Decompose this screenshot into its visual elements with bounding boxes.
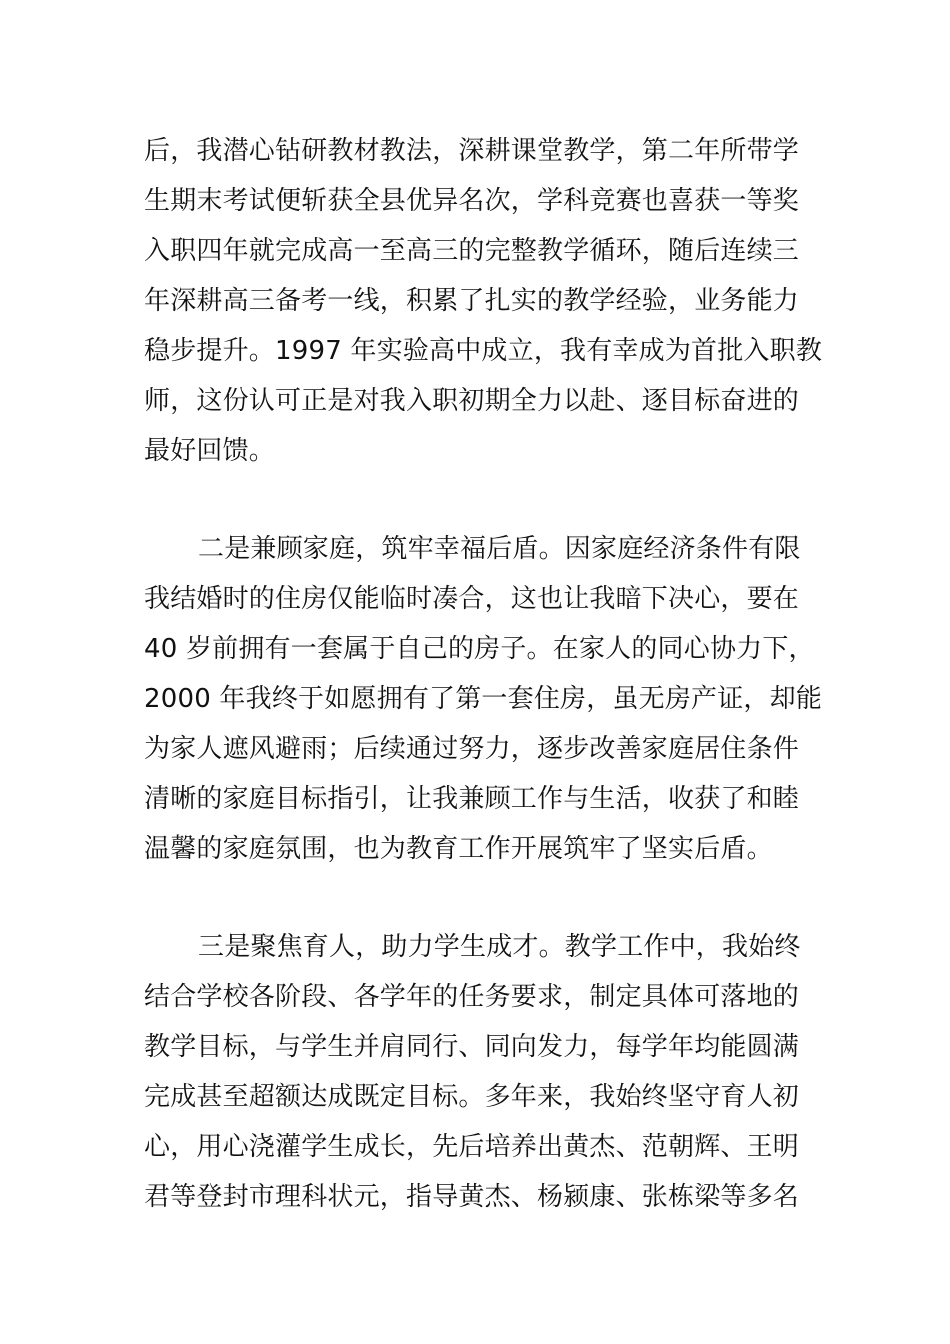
paragraph-2-line-1: 二是兼顾家庭，筑牢幸福后盾。因家庭经济条件有限 <box>198 534 801 564</box>
paragraph-3-line-1: 三是聚焦育人，助力学生成才。教学工作中，我始终 <box>198 932 801 962</box>
paragraph-2-line-5: 为家人遮风避雨；后续通过努力，逐步改善家庭居住条件 <box>144 734 800 764</box>
paragraph-2-line-3: 40 岁前拥有一套属于自己的房子。在家人的同心协力下， <box>144 634 815 664</box>
paragraph-3-line-4: 完成甚至超额达成既定目标。多年来，我始终坚守育人初 <box>144 1082 800 1112</box>
paragraph-1-line-6: 师，这份认可正是对我入职初期全力以赴、逐目标奋进的 <box>144 386 800 416</box>
paragraph-1-line-5: 稳步提升。1997 年实验高中成立，我有幸成为首批入职教 <box>144 336 823 366</box>
paragraph-3-line-5: 心，用心浇灌学生成长，先后培养出黄杰、范朝辉、王明 <box>144 1132 800 1162</box>
paragraph-3-line-6: 君等登封市理科状元，指导黄杰、杨颍康、张栋梁等多名 <box>144 1182 800 1212</box>
paragraph-2-line-2: 我结婚时的住房仅能临时凑合，这也让我暗下决心，要在 <box>144 584 800 614</box>
paragraph-3-line-2: 结合学校各阶段、各学年的任务要求，制定具体可落地的 <box>144 982 800 1012</box>
paragraph-3-line-3: 教学目标，与学生并肩同行、同向发力，每学年均能圆满 <box>144 1032 800 1062</box>
paragraph-2-line-4: 2000 年我终于如愿拥有了第一套住房，虽无房产证，却能 <box>144 684 823 714</box>
paragraph-2-line-7: 温馨的家庭氛围，也为教育工作开展筑牢了坚实后盾。 <box>144 834 773 864</box>
paragraph-1-line-3: 入职四年就完成高一至高三的完整教学循环，随后连续三 <box>144 236 800 266</box>
paragraph-1-line-1: 后，我潜心钻研教材教法，深耕课堂教学，第二年所带学 <box>144 136 800 166</box>
paragraph-1-line-2: 生期末考试便斩获全县优异名次，学科竞赛也喜获一等奖 <box>144 186 800 216</box>
paragraph-2-line-6: 清晰的家庭目标指引，让我兼顾工作与生活，收获了和睦 <box>144 784 800 814</box>
paragraph-1-line-4: 年深耕高三备考一线，积累了扎实的教学经验，业务能力 <box>144 286 800 316</box>
paragraph-1-line-7: 最好回馈。 <box>144 436 276 466</box>
